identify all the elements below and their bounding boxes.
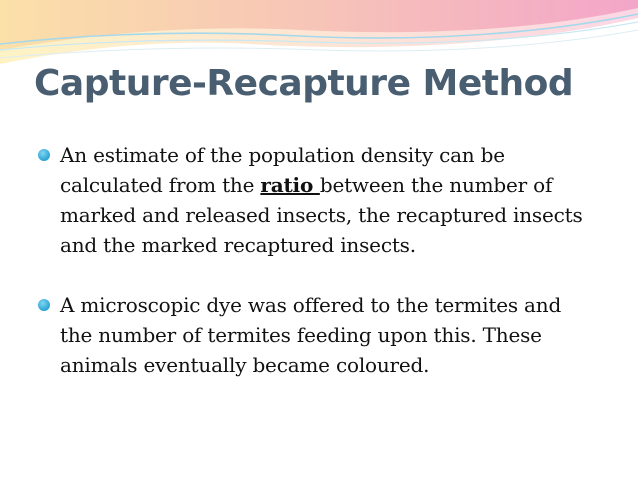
- bullet-item: [36, 140, 596, 260]
- bullet-text-before: An estimate of the population density can be calculated from the: [60, 143, 505, 197]
- bullet-text: [60, 140, 596, 260]
- bullet-text: A microscopic dye was offered to the termites and the number of termites feeding upon this. These animals eventually became coloured.: [60, 293, 562, 377]
- bullet-item: [36, 290, 596, 380]
- header-wave-decoration: [0, 0, 638, 70]
- circle-bullet-icon: [38, 299, 50, 311]
- bullet-list: [36, 140, 596, 410]
- bullet-text-after: between the number of marked and released insects, the recaptured insects and the marked recaptured insects.: [60, 173, 583, 257]
- ratio-emphasis: ratio: [260, 173, 320, 197]
- slide-title: Capture-Recapture Method: [34, 63, 574, 104]
- circle-bullet-icon: [38, 149, 50, 161]
